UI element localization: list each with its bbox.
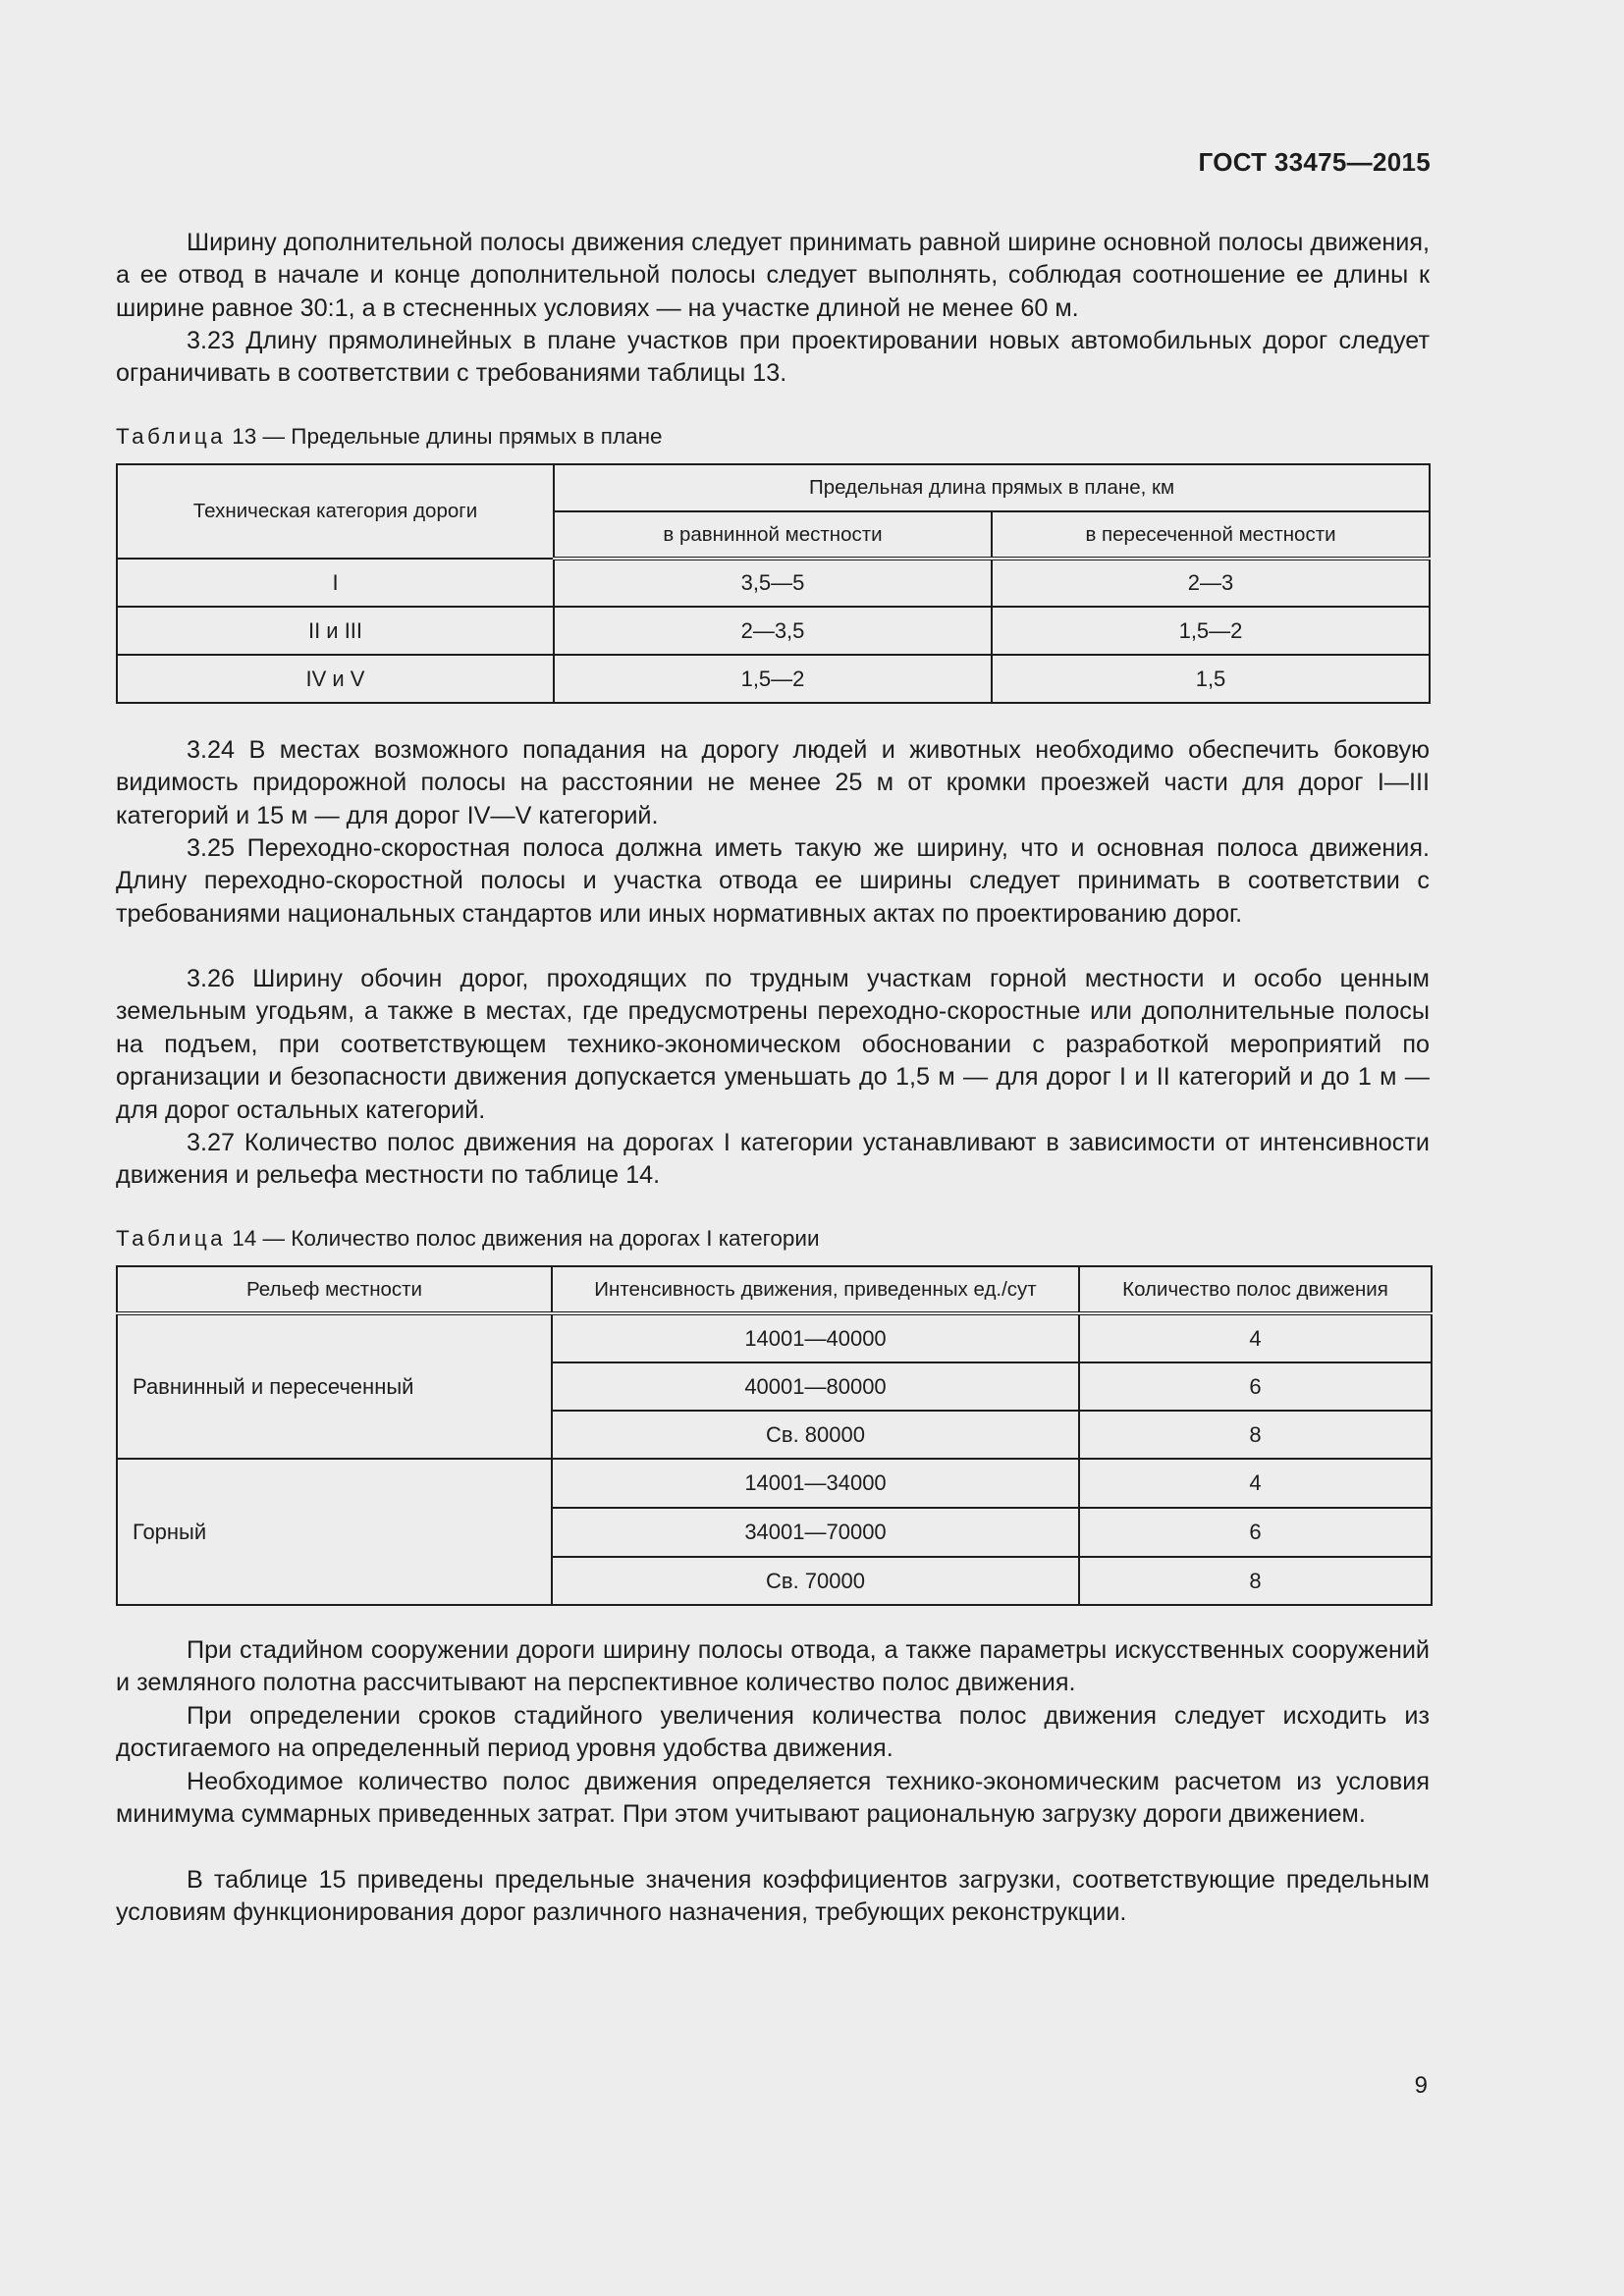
- table13-cell-category: II и III: [117, 607, 554, 655]
- table13-cell-rough: 1,5: [992, 655, 1430, 703]
- table13-header-category: Техническая категория дороги: [117, 464, 554, 559]
- table14-cell-lanes: 8: [1079, 1411, 1432, 1459]
- paragraph-lane-calculation: Необходимое количество полос движения определяется технико-экономическим расчетом из условия минимума суммарных приведенных затрат. При этом учитывают рациональную загрузку дороги движением.: [116, 1768, 1430, 1829]
- table13: [116, 463, 1431, 704]
- paragraph-additional-lane: Ширину дополнительной полосы движения следует принимать равной ширине основной полосы движения, а ее отвод в начале и конце дополнительной полосы следует выполнять, соблюдая соотношение ее длины к ширине равное 30:1, а в стесненных условиях — на участке длиной не менее 60 м.: [116, 229, 1430, 322]
- table13-header-row: [117, 464, 1430, 511]
- table14-cell-lanes: 8: [1079, 1557, 1432, 1605]
- table13-cell-rough: 2—3: [992, 559, 1430, 607]
- table14-header-intensity: Интенсивность движения, приведенных ед./сут: [552, 1266, 1079, 1313]
- table13-header-plain: в равнинной местности: [554, 511, 992, 559]
- table14-cell-lanes: 6: [1079, 1508, 1432, 1557]
- table-row: [117, 655, 1430, 703]
- table13-cell-category: I: [117, 559, 554, 607]
- page-number: 9: [1414, 2072, 1428, 2099]
- table14-header-row: [117, 1266, 1432, 1313]
- table-row: [117, 607, 1430, 655]
- table13-cell-plain: 2—3,5: [554, 607, 992, 655]
- table14-header-lanes: Количество полос движения: [1079, 1266, 1432, 1313]
- paragraph-3-26: 3.26 Ширину обочин дорог, проходящих по трудным участкам горной местности и особо ценным земельным угодьям, а также в местах, где предусмотрены переходно-скоростные или дополнительные полосы на подъем, при соответствующем технико-экономическом обосновании с разработкой мероприятий по организации и безопасности движения допускается уменьшать до 1,5 м — для дорог I и II категорий и до 1 м — для дорог остальных категорий.: [116, 965, 1430, 1124]
- table13-cell-plain: 3,5—5: [554, 559, 992, 607]
- table13-caption-word: Таблица: [116, 424, 227, 449]
- table14-caption-title: 14 — Количество полос движения на дорогах I категории: [226, 1226, 820, 1251]
- table14-cell-intensity: Св. 80000: [552, 1411, 1079, 1459]
- table14-cell-relief: Горный: [117, 1459, 552, 1605]
- table14-cell-relief: Равнинный и пересеченный: [117, 1313, 552, 1459]
- table13-cell-rough: 1,5—2: [992, 607, 1430, 655]
- table13-cell-category: IV и V: [117, 655, 554, 703]
- paragraph-3-25: 3.25 Переходно-скоростная полоса должна иметь такую же ширину, что и основная полоса движения. Длину переходно-скоростной полосы и участка отвода ее ширины следует принимать в соответствии с требованиями национальных стандартов или иных нормативных актах по проектированию дорог.: [116, 834, 1430, 928]
- paragraph-3-23: 3.23 Длину прямолинейных в плане участков при проектировании новых автомобильных дорог следует ограничивать в соответствии с требованиями таблицы 13.: [116, 327, 1430, 388]
- table13-header-length: Предельная длина прямых в плане, км: [554, 464, 1430, 511]
- table14-cell-lanes: 6: [1079, 1362, 1432, 1411]
- paragraph-3-24: 3.24 В местах возможного попадания на дорогу людей и животных необходимо обеспечить боковую видимость придорожной полосы на расстоянии не менее 25 м от кромки проезжей части для дорог I—III категорий и 15 м — для дорог IV—V категорий.: [116, 736, 1430, 829]
- paragraph-3-27: 3.27 Количество полос движения на дорогах I категории устанавливают в зависимости от интенсивности движения и рельефа местности по таблице 14.: [116, 1129, 1430, 1190]
- table14-cell-intensity: Св. 70000: [552, 1557, 1079, 1605]
- table14-cell-lanes: 4: [1079, 1313, 1432, 1362]
- table-row: [117, 1459, 1432, 1508]
- table14-header-relief: Рельеф местности: [117, 1266, 552, 1313]
- table14-cell-intensity: 14001—40000: [552, 1313, 1079, 1362]
- table14-cell-intensity: 14001—34000: [552, 1459, 1079, 1508]
- table14-cell-intensity: 40001—80000: [552, 1362, 1079, 1411]
- table13-cell-plain: 1,5—2: [554, 655, 992, 703]
- table14-cell-lanes: 4: [1079, 1459, 1432, 1508]
- document-code-header: ГОСТ 33475—2015: [1198, 147, 1431, 177]
- table-row: [117, 559, 1430, 607]
- table13-header-rough: в пересеченной местности: [992, 511, 1430, 559]
- paragraph-staged-increase: При определении сроков стадийного увеличения количества полос движения следует исходить из достигаемого на определенный период уровня удобства движения.: [116, 1702, 1430, 1763]
- table14: [116, 1265, 1433, 1606]
- table14-caption-word: Таблица: [116, 1226, 227, 1251]
- table13-caption: [116, 423, 663, 451]
- table14-caption: [116, 1225, 820, 1253]
- table-row: [117, 1313, 1432, 1362]
- paragraph-table-15-reference: В таблице 15 приведены предельные значения коэффициентов загрузки, соответствующие предельным условиям функционирования дорог различного назначения, требующих реконструкции.: [116, 1866, 1430, 1927]
- table13-caption-title: 13 — Предельные длины прямых в плане: [226, 424, 663, 449]
- table14-cell-intensity: 34001—70000: [552, 1508, 1079, 1557]
- paragraph-staged-construction: При стадийном сооружении дороги ширину полосы отвода, а также параметры искусственных сооружений и земляного полотна рассчитывают на перспективное количество полос движения.: [116, 1636, 1430, 1697]
